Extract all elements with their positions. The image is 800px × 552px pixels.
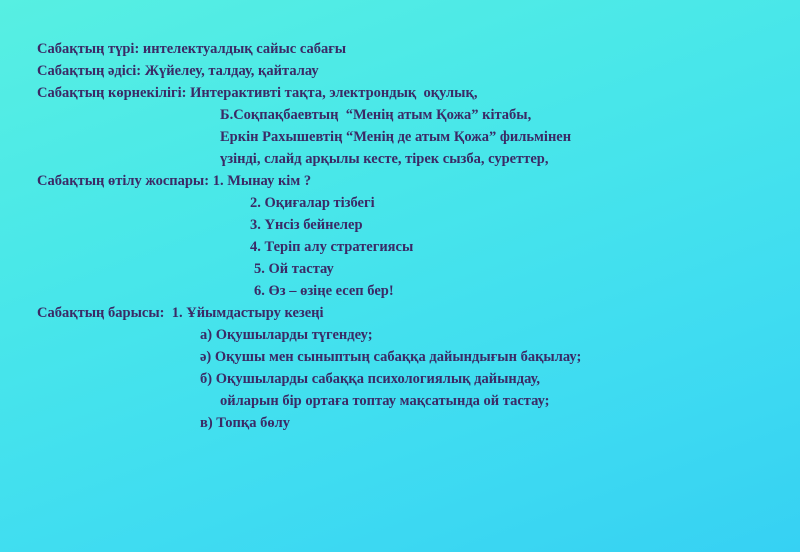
progress-item-b-cont: ойларын бір ортаға топтау мақсатында ой тастау; <box>220 393 550 409</box>
progress-item-a: а) Оқушыларды түгендеу; <box>200 327 373 343</box>
progress-item-ae: ә) Оқушы мен сыныптың сабаққа дайындығын бақылау; <box>200 349 582 365</box>
plan-item-5: 5. Ой тастау <box>254 261 334 277</box>
lesson-type-line: Сабақтың түрі: интелектуалдық сайыс сабағы <box>37 41 347 57</box>
lesson-progress-line: Сабақтың барысы: 1. Ұйымдастыру кезеңі <box>37 305 324 321</box>
plan-item-4: 4. Теріп алу стратегиясы <box>250 239 414 255</box>
lesson-visuals-line: Сабақтың көрнекілігі: Интерактивті тақта, электрондық оқулық, <box>37 85 478 101</box>
lesson-visuals-line-3: Еркін Рахышевтің “Менің де атым Қожа” фильмінен <box>220 129 572 145</box>
lesson-method-line: Сабақтың әдісі: Жүйелеу, талдау, қайталау <box>37 63 319 79</box>
lesson-plan-line: Сабақтың өтілу жоспары: 1. Мынау кім ? <box>37 173 312 189</box>
plan-item-2: 2. Оқиғалар тізбегі <box>250 195 375 211</box>
plan-item-6: 6. Өз – өзіңе есеп бер! <box>254 283 394 299</box>
lesson-visuals-line-4: үзінді, слайд арқылы кесте, тірек сызба, суреттер, <box>220 151 549 167</box>
plan-item-3: 3. Үнсіз бейнелер <box>250 217 363 233</box>
lesson-visuals-line-2: Б.Соқпақбаевтың “Менің атым Қожа” кітабы, <box>220 107 532 123</box>
progress-item-v: в) Топқа бөлу <box>200 415 291 431</box>
progress-item-b: б) Оқушыларды сабаққа психологиялық дайындау, <box>200 371 541 387</box>
